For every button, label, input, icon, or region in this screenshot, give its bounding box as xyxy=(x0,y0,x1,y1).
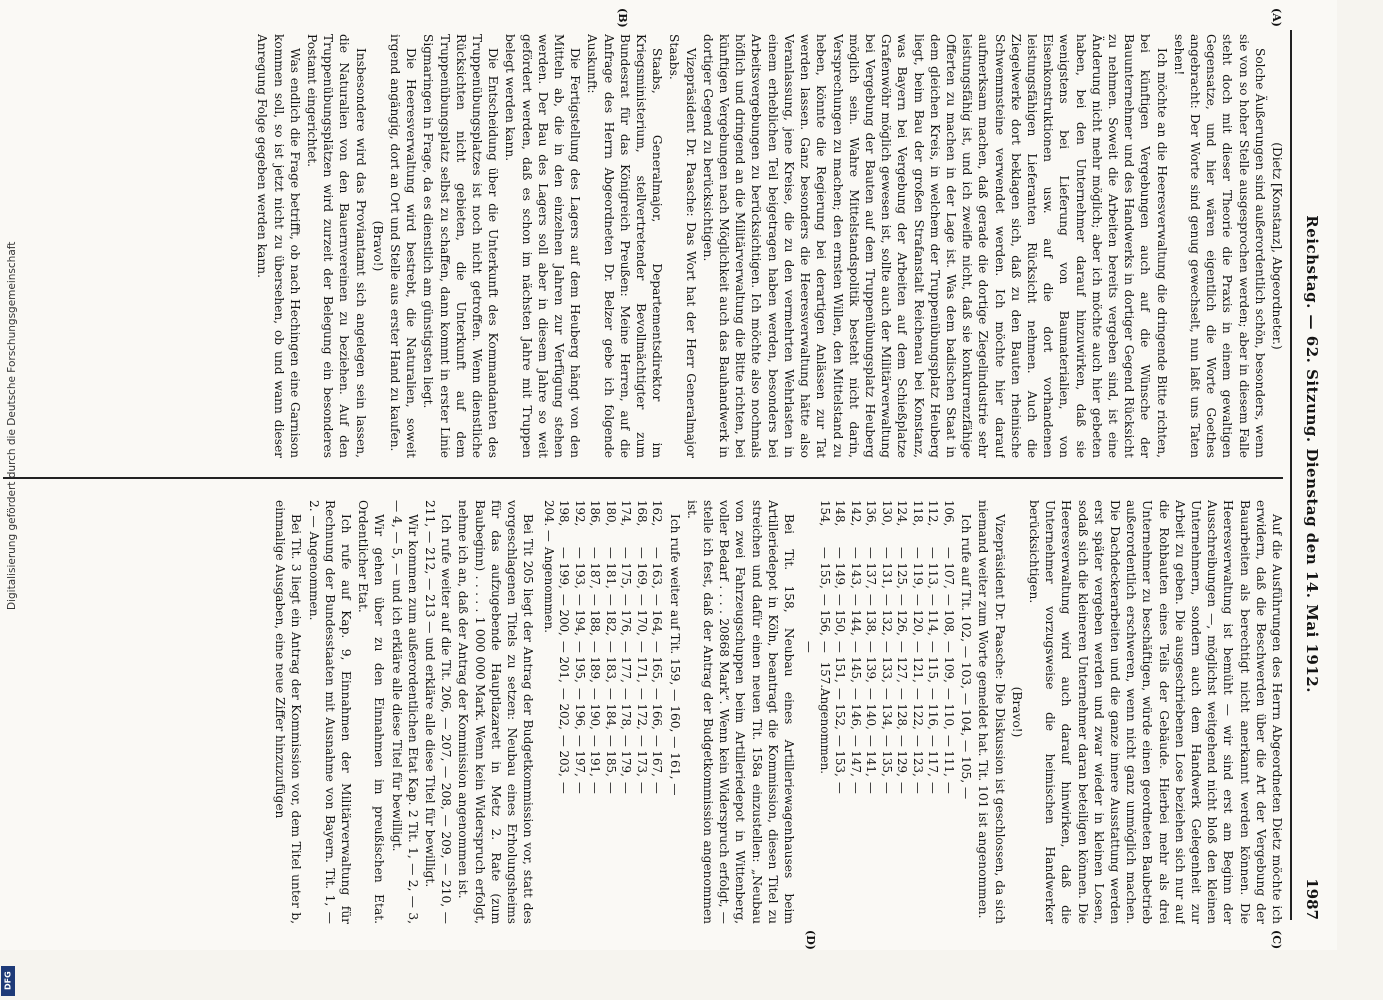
title-cell xyxy=(540,688,556,735)
title-row xyxy=(571,500,587,924)
title-cell: — 170, xyxy=(634,594,649,636)
title-cell: — 119, xyxy=(910,547,925,589)
right-column xyxy=(0,500,1285,924)
paragraph: Auf die Ausführungen des Herrn Abgeordneten Dietz möchte ich erwidern, daß die Beschwerden über die Art der Vergebung der Bauarbeiten als berechtigt nicht anerkannt werden können. Die Heeresverwaltung ist bemüht — wir sind erst am Beginn der Ausschreibungen —, möglichst weitgehend nicht bloß den kleinen Unternehmern, sondern auch dem Handwerk Gelegenheit zur Arbeit zu geben. Die ausgeschriebenen Lose beziehen sich nur auf die Rohbauten eines Teils der Gebäude. Hierbei mehr als drei Unternehmer zu beschäftigen, würde einen geordneten Baubetrieb außerordentlich erschweren, wenn nicht ganz unmöglich machen. Die Dachdeckerarbeiten und die ganze innere Ausstattung werden erst später vergeben werden und zwar wieder in kleinen Losen, sodaß sich die kleineren Unternehmer daran beteiligen können. Die Heeresverwaltung wird auch darauf hinwirken, daß die Unternehmer vorzugsweise die heimischen Handwerker berücksichtigen. xyxy=(1026,500,1284,924)
title-cell: — xyxy=(864,782,879,794)
paragraph: Ich rufe weiter auf Tit. 159, — 160, — 161, — xyxy=(667,514,682,796)
paragraph: Ich möchte an die Heeresverwaltung die dringende Bitte richten, bei künftigen Vergebungen auch auf die Wünsche der Bauunternehmer und des Handwerks in dortiger Gegend Rücksicht zu nehmen. Soweit die Arbeiten bereits vergeben sind, ist eine Änderung nicht mehr möglich; aber ich möchte auch hier gebeten haben, bei den Unternehmer darauf hinzuwirken, daß sie wenigstens bei Lieferung von Baumaterialien, von Eisenkonstruktionen usw. auf die dort vorhandenen leistungsfähigen Lieferanten Rücksicht nehmen. Auch die Ziegelwerke dort beklagen sich, daß zu den Bauten rheinische Schwemmsteine verwendet werden. Ich möchte hier darauf aufmerksam machen, daß gerade die dortige Ziegelindustrie sehr leistungsfähig ist, und ich zweifle nicht, daß sie konkurrenzfähige Offerten zu machen in der Lage ist. Was dem badischen Staat in dem gleichen Kreis, in welchem der Truppenübungsplatz Heuberg liegt, beim Bau der großen Strafanstalt Reichenau bei Konstanz, was Bayern bei Vergebung der Arbeiten auf dem Schießplatze Grafenwöhr möglich gewesen ist, sollte auch der Militärverwaltung bei Vergebung der Bauten auf dem Truppenübungsplatz Heuberg möglich sein. Wahre Mittelstandspolitik besteht nicht darin, Versprechungen zu machen; den ernsten Willen, den Mittelstand zu heben, könnte die Regierung bei derartigen Anlässen zur Tat werden lassen. Ganz besonders die Heeresverwaltung hätte also Veranlassung, jene Kreise, die zu den vermehrten Wehrlasten in einem erheblichen Teil beigetragen haben werden, besonders bei Arbeitsvergebungen zu berücksichtigen. Ich möchte also nochmals höflich und dringend an die Militärverwaltung die Bitte richten, bei künftigen Vergebungen nach Möglichkeit auch das Bauhandwerk in dortiger Gegend zu berücksichtigen. xyxy=(700,34,1169,458)
title-cell: — 200, xyxy=(557,594,572,636)
margin-mark-a: (A) xyxy=(1270,8,1283,27)
title-row xyxy=(878,500,894,924)
title-cell: — 128, xyxy=(895,688,910,730)
paragraph: Insbesondere wird das Proviantamt sich angelegen sein lassen, die Naturalien von den Bauernvereinen zu beziehen. Auf den Truppenübungsplätzen wird zurzeit der Belegung ein besonderes Postamt eingerichtet. xyxy=(305,34,368,458)
title-cell: — xyxy=(572,782,587,794)
title-cell: — 193, xyxy=(572,547,587,589)
title-cell: — 202, xyxy=(557,688,572,730)
paragraph: Die Entscheidung über die Unterkunft des Kommandanten des Truppenübungsplatzes ist noch nicht getroffen. Wenn dienstliche Rücksichten nicht gebieten, die Unterkunft auf dem Truppenübungsplatz selbst zu schaffen, dann kommt in erster Linie Sigmaringen in Frage, da es dienstlich am günstigsten liegt. xyxy=(421,34,501,458)
title-cell: — 120, xyxy=(910,594,925,636)
title-cell: 106, xyxy=(941,500,956,527)
title-cell: — 132, xyxy=(879,594,894,636)
title-cell: — 190, xyxy=(588,688,603,730)
title-cell: — 179, xyxy=(619,735,634,777)
title-row xyxy=(847,500,863,924)
title-cell: — 171, xyxy=(634,641,649,683)
title-cell: — 155, xyxy=(817,547,832,589)
title-cell: — 201, xyxy=(557,641,572,683)
title-cell xyxy=(801,735,832,782)
title-row xyxy=(909,500,925,924)
margin-mark-b: (B) xyxy=(616,8,629,28)
title-cell: — 164, xyxy=(650,594,665,636)
title-cell: 148, xyxy=(833,500,848,527)
title-cell: — 172, xyxy=(634,688,649,730)
title-cell: — 133, xyxy=(879,641,894,683)
title-cell: — 141, xyxy=(864,735,879,777)
header-title: Reichstag. — 62. Sitzung. Dienstag den 14. Mai 1912. xyxy=(1303,215,1321,693)
title-cell: — xyxy=(833,782,848,794)
dfg-logo: DFG xyxy=(1,966,15,996)
title-cell: 154, xyxy=(817,500,832,527)
title-cell: — 109, xyxy=(941,641,956,683)
title-cell: — 110, xyxy=(941,688,956,730)
title-cell: — 203, xyxy=(557,735,572,777)
paragraph: Wir gehen über zu den Einnahmen im preußischen Etat. Ordentlicher Etat. xyxy=(356,500,387,924)
title-cell: — 191, xyxy=(588,735,603,777)
title-list-1 xyxy=(801,500,956,924)
title-row xyxy=(587,500,603,924)
title-cell: — 111, xyxy=(941,735,956,777)
title-cell: — 139, xyxy=(864,641,879,683)
title-cell: — 144, xyxy=(848,594,863,636)
title-cell: — 169, xyxy=(634,547,649,589)
title-cell: 130, xyxy=(879,500,894,527)
title-cell: — 146, xyxy=(848,688,863,730)
title-row xyxy=(633,500,649,924)
paragraph: Staabs, Generalmajor, Departementsdirektor im Kriegsministerium, stellvertretender Bevollmächtigter zum Bundesrat für das Königreich Preußen: Meine Herren, auf die Anfrage des Herrn Abgeordneten Dr. Belzer gebe ich folgende Auskunft: xyxy=(585,34,665,458)
title-cell: — 143, xyxy=(848,547,863,589)
title-cell: 204. — xyxy=(541,500,556,542)
title-cell: — 125, xyxy=(895,547,910,589)
paragraph: Bei Tit. 3 liegt ein Antrag der Kommission vor, dem Titel unter b, einmalige Ausgaben, eine neue Ziffer hinzuzufügen xyxy=(273,500,304,924)
paragraph: Ich rufe auf Kap. 9, Einnahmen der Militärverwaltung für Rechnung der Bundesstaaten mit Ausnahme von Bayern. Tit. 1, — 2. — Angenommen. xyxy=(306,500,354,924)
title-cell: 136, xyxy=(864,500,879,527)
title-cell: — 145, xyxy=(848,641,863,683)
title-cell: — 183, xyxy=(603,641,618,683)
left-column xyxy=(0,34,1285,458)
title-cell: — 178, xyxy=(619,688,634,730)
paragraph: Vizepräsident Dr. Paasche: Die Diskussion ist geschlossen, da sich niemand weiter zum Worte gemeldet hat. Tit. 101 ist angenommen. xyxy=(976,500,1007,924)
title-cell: — 166, xyxy=(650,688,665,730)
paragraph: Die Heeresverwaltung wird bestrebt, die Naturalien, soweit irgend angängig, dort an Ort und Stelle aus erster Hand zu kaufen. xyxy=(388,34,419,458)
paragraph: Bei Tit. 158, Neubau eines Artilleriewagenhauses beim Artilleriedepot in Köln, beantragt die Kommission, diesen Titel zu streichen und dafür einen neuen Tit. 158a einzustellen: „Neubau von zwei Fahrzeugschuppen beim Artilleriedepot in Wittenberg, voller Bedarf . . . . 20868 Mark“. Wenn kein Widerspruch erfolgt, — stelle ich fest, daß der Antrag der Budgetkommission angenommen ist. xyxy=(684,500,796,924)
paragraph: Ich rufe weiter auf die Tit. 206, — 207, — 208, — 209, — 210, — 211, — 212, — 213 — und erkläre alle diese Titel für bewilligt. xyxy=(423,500,454,924)
title-cell: — 194, xyxy=(572,594,587,636)
title-cell: — 187, xyxy=(588,547,603,589)
column-divider xyxy=(3,477,1283,479)
title-cell xyxy=(801,782,832,829)
title-cell: Angenommen. xyxy=(817,688,832,775)
title-cell: — 189, xyxy=(588,641,603,683)
title-cell: — xyxy=(557,782,572,794)
title-cell: — 195, xyxy=(572,641,587,683)
paragraph: Ich rufe auf Tit. 102, — 103, — 104, — 105, — xyxy=(959,514,974,800)
title-cell: — xyxy=(603,782,618,794)
title-cell: — 122, xyxy=(910,688,925,730)
title-cell: — xyxy=(926,782,941,794)
paragraph: Was endlich die Frage betrifft, ob nach Hechingen eine Garnison kommen soll, so ist jetzt nicht zu übersehen, ob und wann dieser Anregung Folge gegeben werden kann. xyxy=(255,34,302,458)
paragraph: Die Fertigstellung des Lagers auf dem Heuberg hängt von den Mitteln ab, die in den einzelnen Jahren zur Verfügung stehen werden. Der Bau des Lagers soll aber in diesem Jahre so weit gefördert werden, daß es schon im nächsten Jahre mit Truppen belegt werden kann. xyxy=(503,34,583,458)
title-cell: — 181, xyxy=(603,547,618,589)
title-cell xyxy=(540,594,556,641)
title-cell: — xyxy=(879,782,894,794)
title-row xyxy=(649,500,665,924)
margin-mark-d: (D) xyxy=(804,930,817,950)
title-cell: — 182, xyxy=(603,594,618,636)
page-number: 1987 xyxy=(1303,878,1321,920)
title-cell: 112, xyxy=(926,500,941,527)
title-cell: — 129, xyxy=(895,735,910,777)
title-cell: — 157. — xyxy=(802,641,832,688)
title-cell: — xyxy=(634,782,649,794)
title-cell: — 149, xyxy=(833,547,848,589)
title-cell: — 150, xyxy=(833,594,848,636)
title-cell: — 152, xyxy=(833,688,848,730)
title-cell: — xyxy=(848,782,863,794)
title-list-2 xyxy=(540,500,664,924)
title-cell: — xyxy=(941,782,956,794)
title-cell: — xyxy=(895,782,910,794)
title-row xyxy=(863,500,879,924)
title-row xyxy=(940,500,956,924)
title-cell: — 173, xyxy=(634,735,649,777)
title-row xyxy=(540,500,556,924)
title-cell xyxy=(540,782,556,829)
speaker-note: (Dietz [Konstanz], Abgeordneter.) xyxy=(1270,142,1284,350)
paragraph: Wir kommen zum außerordentlichen Etat Kap. 2 Tit. 1, — 2, — 3, — 4, — 5, — und ich erkläre alle diese Titel für bewilligt. xyxy=(389,500,420,924)
paragraph: Solche Äußerungen sind außerordentlich schön, besonders, wenn sie von so hoher Stelle ausgesprochen werden; aber in diesem Falle steht doch mit dieser Theorie die Praxis in einem gewaltigen Gegensatze, und hier wären eigentlich die Worte Goethes angebracht: Der Worte sind genug gewechselt, nun laßt uns Taten sehen! xyxy=(1171,34,1267,458)
title-cell: 198, xyxy=(557,500,572,527)
title-cell: — 199, xyxy=(557,547,572,589)
title-cell: 142, xyxy=(848,500,863,527)
title-cell: — 196, xyxy=(572,688,587,730)
title-cell: — 167, xyxy=(650,735,665,777)
title-cell: — 108, xyxy=(941,594,956,636)
title-cell: 192, xyxy=(572,500,587,527)
title-cell: — xyxy=(619,782,634,794)
title-cell: 174, xyxy=(619,500,634,527)
title-cell xyxy=(540,641,556,688)
title-cell: — 135, xyxy=(879,735,894,777)
title-row xyxy=(801,500,832,924)
margin-mark-c: (C) xyxy=(1270,930,1283,950)
title-cell: — 163, xyxy=(650,547,665,589)
title-cell: 168, xyxy=(634,500,649,527)
title-cell: — 123, xyxy=(910,735,925,777)
title-cell: 186, xyxy=(588,500,603,527)
title-cell: — 117, xyxy=(926,735,941,777)
title-cell: — 140, xyxy=(864,688,879,730)
page-header xyxy=(1290,30,1321,920)
title-row xyxy=(925,500,941,924)
title-cell: — 131, xyxy=(879,547,894,589)
title-row xyxy=(602,500,618,924)
title-cell: — 188, xyxy=(588,594,603,636)
title-row xyxy=(832,500,848,924)
title-cell: — 121, xyxy=(910,641,925,683)
title-cell: — 147, xyxy=(848,735,863,777)
title-cell: — xyxy=(588,782,603,794)
title-cell: — 126, xyxy=(895,594,910,636)
title-cell: — 137, xyxy=(864,547,879,589)
title-cell: — 156, xyxy=(817,594,832,636)
title-cell: — 165, xyxy=(650,641,665,683)
title-cell: — 176, xyxy=(619,594,634,636)
title-cell: — 151, xyxy=(833,641,848,683)
title-cell: — xyxy=(910,782,925,794)
title-cell: — 184, xyxy=(603,688,618,730)
title-cell: — 197, xyxy=(572,735,587,777)
title-cell: — 177, xyxy=(619,641,634,683)
paragraph: Bei Tit 205 liegt der Antrag der Budgetkommission vor, statt des vorgeschlagenen Titels zu setzen: Neubau eines Erholungsheims für das aufzugebende Hauptlazarett in Metz 2. Rate (zum Baubeginn) . . . . . 1 000 000 Mark. Wenn kein Widerspruch erfolgt, nehme ich an, daß der Antrag der Kommission angenommen ist. xyxy=(456,500,536,924)
paragraph: Vizepräsident Dr. Paasche: Das Wort hat der Herr Generalmajor Staabs. xyxy=(667,34,698,458)
title-cell: 118, xyxy=(910,500,925,527)
title-cell: Angenommen. xyxy=(541,547,556,634)
title-cell: 124, xyxy=(895,500,910,527)
title-cell: — xyxy=(650,782,665,794)
applause-note: (Bravo!) xyxy=(370,220,385,272)
title-cell: 180, xyxy=(603,500,618,527)
digitization-note: Digitalisierung gefördert durch die Deutsche Forschungsgemeinschaft xyxy=(6,241,18,610)
title-cell: — 138, xyxy=(864,594,879,636)
title-cell: — 134, xyxy=(879,688,894,730)
title-cell: 162, xyxy=(650,500,665,527)
title-cell: — 127, xyxy=(895,641,910,683)
title-cell: — 115, xyxy=(926,641,941,683)
title-row xyxy=(618,500,634,924)
title-cell: — 107, xyxy=(941,547,956,589)
title-cell: — 185, xyxy=(603,735,618,777)
title-cell xyxy=(540,735,556,782)
title-row xyxy=(556,500,572,924)
title-cell: — 116, xyxy=(926,688,941,730)
title-cell: — 113, xyxy=(926,547,941,589)
applause-note: (Bravo!) xyxy=(1009,686,1024,738)
title-cell: — 153, xyxy=(833,735,848,777)
title-cell: — 114, xyxy=(926,594,941,636)
title-row xyxy=(894,500,910,924)
title-cell: — 175, xyxy=(619,547,634,589)
